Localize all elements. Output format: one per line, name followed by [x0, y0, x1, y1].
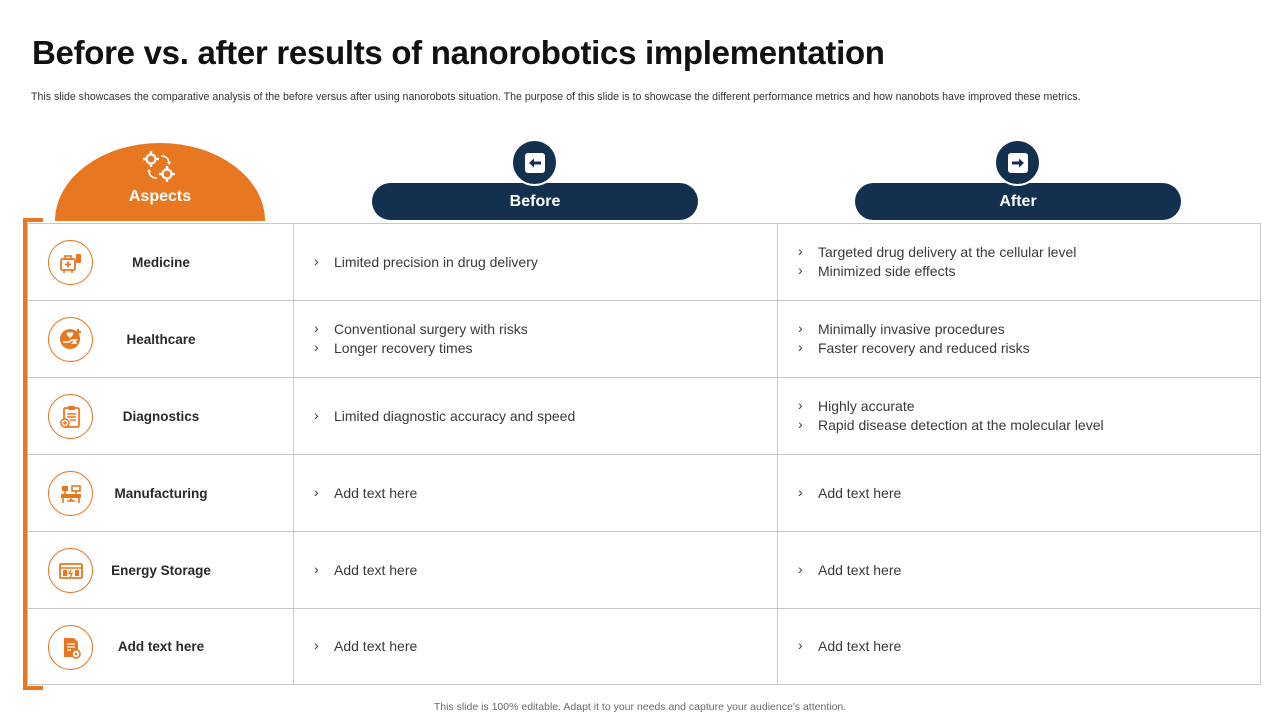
after-cell [778, 301, 1260, 377]
aspect-cell [28, 224, 294, 300]
aspect-name: Manufacturing [114, 485, 208, 501]
aspect-name: Healthcare [126, 331, 196, 347]
table-row [28, 301, 1260, 378]
before-bullet: › Conventional surgery with risks [314, 320, 778, 339]
before-bullet: › Add text here [314, 484, 778, 503]
after-cell [778, 532, 1260, 608]
before-bullet: › Limited precision in drug delivery [314, 253, 778, 272]
table-row [28, 609, 1260, 684]
after-bullet: › Minimized side effects [798, 262, 1260, 281]
after-header [855, 183, 1181, 220]
factory-conveyor-icon [48, 471, 93, 516]
document-gear-icon [48, 625, 93, 670]
aspect-cell [28, 378, 294, 454]
table-row [28, 224, 1260, 301]
after-bullet: › Highly accurate [798, 397, 1260, 416]
slide-footer: This slide is 100% editable. Adapt it to your needs and capture your audience's attention. [433, 701, 847, 713]
aspect-name: Diagnostics [122, 408, 200, 424]
arrow-left-icon [511, 139, 558, 186]
aspect-name: Add text here [117, 639, 205, 654]
before-bullet: › Limited diagnostic accuracy and speed [314, 407, 778, 426]
aspect-name: Energy Storage [111, 562, 211, 578]
before-cell [294, 301, 778, 377]
table-row [28, 378, 1260, 455]
after-header-label: After [999, 192, 1037, 210]
before-bullet: › Add text here [314, 637, 778, 656]
after-cell [778, 378, 1260, 454]
arrow-right-icon [994, 139, 1041, 186]
clipboard-report-icon [48, 394, 93, 439]
after-bullet: › Add text here [798, 484, 1260, 503]
table-row [28, 532, 1260, 609]
after-bullet: › Add text here [798, 637, 1260, 656]
before-header [372, 183, 698, 220]
before-cell [294, 609, 778, 684]
medicine-kit-icon [48, 240, 93, 285]
slide-title: Before vs. after results of nanorobotics implementation [32, 34, 885, 71]
before-cell [294, 378, 778, 454]
hand-heart-icon [48, 317, 93, 362]
before-cell [294, 532, 778, 608]
aspect-cell [28, 455, 294, 531]
before-cell [294, 455, 778, 531]
aspect-cell [28, 532, 294, 608]
after-cell [778, 224, 1260, 300]
gears-cycle-icon [141, 150, 177, 184]
aspect-cell [28, 301, 294, 377]
after-bullet: › Add text here [798, 561, 1260, 580]
comparison-table [27, 223, 1261, 685]
before-header-label: Before [509, 192, 561, 210]
before-cell [294, 224, 778, 300]
after-cell [778, 455, 1260, 531]
before-bullet: › Add text here [314, 561, 778, 580]
aspects-header-label: Aspects [128, 188, 192, 205]
battery-storage-icon [48, 548, 93, 593]
table-row [28, 455, 1260, 532]
after-bullet: › Rapid disease detection at the molecular level [798, 416, 1260, 435]
aspect-cell [28, 609, 294, 684]
after-bullet: › Faster recovery and reduced risks [798, 339, 1260, 358]
aspect-name: Medicine [132, 254, 190, 270]
after-bullet: › Targeted drug delivery at the cellular level [798, 243, 1260, 262]
after-bullet: › Minimally invasive procedures [798, 320, 1260, 339]
before-bullet: › Longer recovery times [314, 339, 778, 358]
slide-subtitle: This slide showcases the comparative analysis of the before versus after using nanorobots situation. The purpose of this slide is to showcase the different performance metrics and how nanobots have improved these metrics. [31, 91, 1081, 103]
after-cell [778, 609, 1260, 684]
